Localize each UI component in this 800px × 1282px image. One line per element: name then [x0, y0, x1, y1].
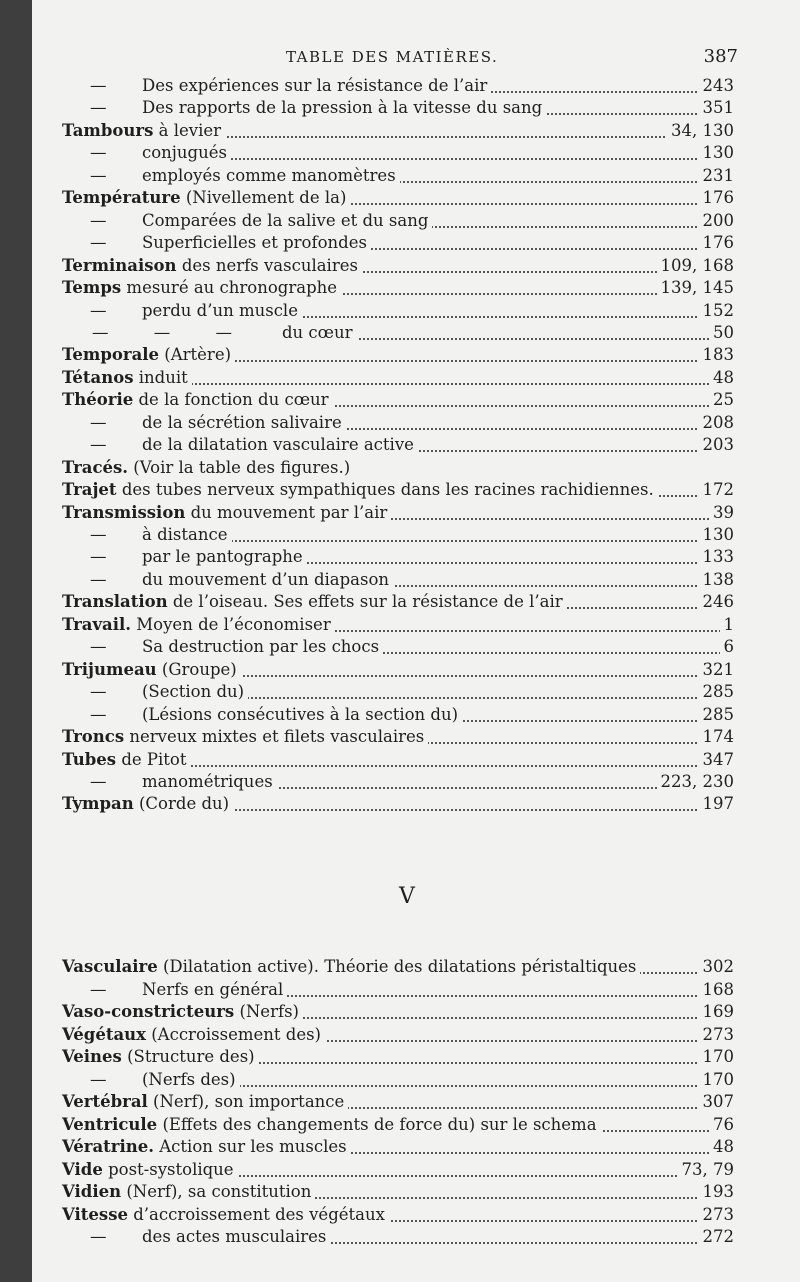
entry-description: (Voir la table des figures.)	[133, 457, 351, 477]
page-reference: 6	[720, 636, 735, 658]
page-reference: 169	[699, 1001, 735, 1023]
entry-description: de la fonction du cœur	[138, 390, 329, 410]
index-entry	[32, 97, 800, 121]
entry-text	[142, 75, 491, 97]
page-reference: 138	[699, 569, 735, 591]
entry-text	[62, 120, 225, 142]
index-entry	[32, 165, 800, 189]
entry-text	[62, 344, 235, 366]
entry-keyword: Translation	[62, 592, 168, 612]
page-reference: 176	[699, 187, 735, 209]
entry-description: par le pantographe	[142, 547, 303, 567]
index-entry	[32, 187, 800, 211]
entry-text	[142, 434, 418, 456]
index-entry	[32, 1001, 800, 1025]
index-entry	[32, 726, 800, 750]
page-reference: 109, 168	[657, 255, 734, 277]
entry-keyword: Température	[62, 188, 181, 208]
entry-description: du cœur	[282, 322, 353, 342]
index-entry	[32, 793, 800, 817]
ditto-dash: —	[90, 143, 107, 163]
entry-keyword: Temps	[62, 278, 122, 298]
entry-description: du mouvement d’un diapason	[142, 569, 390, 589]
page-reference: 76	[709, 1114, 734, 1136]
entry-description: (Lésions consécutives à la section du)	[142, 704, 459, 724]
ditto-dash: —	[90, 704, 107, 724]
index-entry	[32, 1181, 800, 1205]
leader-dots	[152, 524, 728, 542]
entry-description: (Dilatation active). Théorie des dilatations péristaltiques	[162, 957, 637, 976]
index-entry	[32, 704, 800, 728]
entry-description: Comparées de la salive et du sang	[142, 210, 429, 230]
page-reference: 168	[699, 979, 735, 1001]
entry-description: de la dilatation vasculaire active	[142, 435, 414, 455]
section-letter-v: V	[399, 884, 415, 909]
entry-keyword: Troncs	[62, 727, 125, 747]
ditto-dash: —	[90, 682, 107, 702]
entry-description: Nerfs en général	[142, 979, 284, 999]
entry-text	[62, 389, 333, 411]
entry-description: (Nerfs)	[239, 1002, 299, 1021]
page-reference: 273	[699, 1204, 735, 1226]
entry-text	[62, 277, 341, 299]
ditto-dash: —	[90, 637, 107, 657]
entry-keyword: Vaso-constricteurs	[62, 1002, 235, 1021]
entry-text	[62, 659, 241, 681]
page-reference: 243	[699, 75, 735, 97]
entry-description: Action sur les muscles	[159, 1137, 347, 1156]
entry-text	[62, 1204, 389, 1226]
entry-text	[62, 749, 191, 771]
entry-description: perdu d’un muscle	[142, 300, 298, 320]
page-reference: 272	[699, 1226, 735, 1248]
entry-text	[62, 479, 658, 501]
index-entry	[32, 636, 800, 660]
page-reference: 347	[699, 749, 735, 771]
entry-description: (Artère)	[164, 345, 232, 365]
page-reference: 170	[699, 1069, 735, 1091]
page-reference: 193	[699, 1181, 735, 1203]
index-entry	[32, 1204, 800, 1228]
index-entry	[32, 771, 800, 795]
entry-text	[142, 979, 287, 1001]
entry-keyword: Terminaison	[62, 255, 177, 275]
page-reference: 246	[699, 591, 735, 613]
page-reference: 152	[699, 300, 735, 322]
entry-text	[62, 187, 350, 209]
entry-text	[62, 956, 640, 978]
ditto-dash: —	[90, 233, 107, 253]
entry-text	[62, 1181, 315, 1203]
index-entry	[32, 120, 800, 144]
page-reference: 34, 130	[667, 120, 734, 142]
page-reference: 50	[709, 322, 734, 344]
index-entry	[32, 434, 800, 458]
index-entry	[32, 255, 800, 279]
ditto-dash: — — —	[92, 322, 232, 342]
entry-text	[62, 1159, 238, 1181]
page-reference: 176	[699, 232, 735, 254]
entry-keyword: Végétaux	[62, 1024, 146, 1044]
index-entry	[32, 142, 800, 166]
entry-description: (Corde du)	[139, 794, 230, 814]
ditto-dash: —	[90, 98, 107, 118]
ditto-dash: —	[90, 1069, 107, 1089]
page-reference: 273	[699, 1024, 735, 1046]
page-reference: 1	[720, 614, 735, 636]
entry-text	[62, 591, 567, 613]
index-entry	[32, 956, 800, 980]
page-reference: 130	[699, 524, 735, 546]
entry-text	[142, 412, 346, 434]
index-entry	[32, 75, 800, 99]
entry-description: employés comme manomètres	[142, 165, 396, 185]
entry-description: Des expériences sur la résistance de l’air	[142, 76, 488, 95]
ditto-dash: —	[90, 569, 107, 589]
entry-keyword: Tétanos	[62, 367, 134, 387]
entry-text	[282, 322, 357, 344]
page-reference: 285	[699, 704, 735, 726]
ditto-dash: —	[90, 771, 107, 791]
page-reference: 285	[699, 681, 735, 703]
entry-keyword: Vitesse	[62, 1204, 128, 1224]
entry-text	[142, 142, 231, 164]
index-entry	[32, 681, 800, 705]
leader-dots	[152, 142, 728, 160]
index-entry	[32, 546, 800, 570]
ditto-dash: —	[90, 165, 107, 185]
entry-description: Sa destruction par les chocs	[142, 637, 380, 657]
entry-description: induit	[138, 367, 188, 387]
index-entry	[32, 1046, 800, 1070]
entry-keyword: Ventricule	[62, 1114, 158, 1134]
entry-keyword: Trajet	[62, 480, 117, 500]
index-entry	[32, 1159, 800, 1183]
index-entry	[32, 1091, 800, 1115]
entry-keyword: Travail.	[62, 614, 132, 634]
entry-description: (Accroissement des)	[151, 1024, 321, 1044]
entry-keyword: Vide	[62, 1159, 103, 1179]
index-entry	[32, 232, 800, 256]
entry-text	[62, 614, 335, 636]
index-entry	[32, 300, 800, 324]
entry-description: de la sécrétion salivaire	[142, 412, 342, 432]
entry-text	[62, 502, 391, 524]
entry-description: conjugués	[142, 143, 227, 163]
entry-text	[142, 165, 400, 187]
entry-text	[62, 457, 354, 479]
page-reference: 170	[699, 1046, 735, 1068]
page-reference: 48	[709, 367, 734, 389]
index-entry	[32, 322, 800, 346]
entry-keyword: Vidien	[62, 1182, 122, 1201]
entry-description: (Groupe)	[161, 659, 237, 679]
entry-text	[62, 1091, 348, 1113]
index-entry	[32, 457, 800, 481]
index-entry	[32, 1024, 800, 1048]
entry-keyword: Transmission	[62, 502, 186, 522]
entry-description: nerveux mixtes et filets vasculaires	[129, 727, 425, 747]
entry-description: à levier	[158, 120, 221, 140]
ditto-dash: —	[90, 300, 107, 320]
entry-text	[62, 1136, 351, 1158]
page-reference: 73, 79	[678, 1159, 734, 1181]
entry-text	[62, 726, 428, 748]
entry-description: à distance	[142, 525, 228, 544]
entry-text	[142, 636, 383, 658]
entry-text	[142, 771, 277, 793]
entry-text	[142, 704, 462, 726]
ditto-dash: —	[90, 412, 107, 432]
entry-description: des tubes nerveux sympathiques dans les racines rachidiennes.	[121, 480, 654, 500]
entry-text	[142, 232, 371, 254]
page-reference: 203	[699, 434, 735, 456]
entry-text	[62, 255, 362, 277]
page-reference: 321	[699, 659, 735, 681]
entry-keyword: Trijumeau	[62, 659, 157, 679]
entry-text	[142, 524, 232, 546]
index-entry	[32, 659, 800, 683]
index-entry	[32, 1069, 800, 1093]
index-entry	[32, 1226, 800, 1250]
ditto-dash: —	[90, 979, 107, 999]
leader-dots	[292, 322, 728, 340]
entry-keyword: Vératrine.	[62, 1137, 154, 1156]
entry-keyword: Tympan	[62, 794, 134, 814]
page-reference: 172	[699, 479, 735, 501]
index-entry	[32, 614, 800, 638]
entry-description: manométriques	[142, 771, 273, 791]
page-reference: 130	[699, 142, 735, 164]
index-entry	[32, 1114, 800, 1138]
index-entry	[32, 344, 800, 368]
entry-description: (Nerf), sa constitution	[126, 1182, 312, 1201]
ditto-dash: —	[90, 76, 107, 95]
entry-text	[142, 1069, 240, 1091]
entry-description: Superficielles et profondes	[142, 233, 367, 253]
entry-keyword: Théorie	[62, 390, 134, 410]
page-reference: 133	[699, 546, 735, 568]
entry-description: de Pitot	[121, 749, 187, 769]
ditto-dash: —	[90, 547, 107, 567]
entry-keyword: Temporale	[62, 345, 160, 365]
entry-text	[142, 1226, 330, 1248]
page-reference: 231	[699, 165, 735, 187]
entry-text	[142, 300, 302, 322]
page-reference: 302	[699, 956, 735, 978]
entry-text	[142, 681, 248, 703]
page-reference: 351	[699, 97, 735, 119]
entry-text	[62, 1024, 325, 1046]
entry-text	[142, 210, 432, 232]
entry-keyword: Veines	[62, 1047, 122, 1066]
entry-keyword: Vertébral	[62, 1092, 148, 1111]
entry-description: Moyen de l’économiser	[136, 614, 331, 634]
ditto-dash: —	[90, 210, 107, 230]
index-entry	[32, 749, 800, 773]
entry-text	[62, 793, 233, 815]
page-reference: 307	[699, 1091, 735, 1113]
entry-description: (Section du)	[142, 682, 245, 702]
ditto-dash: —	[90, 525, 107, 544]
entry-text	[142, 569, 393, 591]
index-entry	[32, 389, 800, 413]
index-entry	[32, 210, 800, 234]
entry-text	[142, 546, 307, 568]
page-reference: 48	[709, 1136, 734, 1158]
entry-text	[62, 367, 192, 389]
book-page	[32, 0, 800, 1282]
entry-description: (Structure des)	[127, 1047, 255, 1066]
entry-keyword: Tracés.	[62, 457, 129, 477]
index-entry	[32, 569, 800, 593]
page-reference: 223, 230	[657, 771, 734, 793]
entry-text	[62, 1046, 259, 1068]
page-reference: 183	[699, 344, 735, 366]
entry-description: (Nivellement de la)	[185, 188, 347, 208]
index-entry	[32, 479, 800, 503]
entry-keyword: Tambours	[62, 120, 154, 140]
page-reference: 197	[699, 793, 735, 815]
entry-description: de l’oiseau. Ses effets sur la résistance de l’air	[172, 592, 563, 612]
ditto-dash: —	[90, 435, 107, 455]
entry-description: post-systolique	[108, 1159, 234, 1179]
index-entries	[32, 0, 800, 1282]
index-entry	[32, 502, 800, 526]
entry-text	[62, 1114, 601, 1136]
page-number: 387	[703, 46, 738, 67]
running-title: TABLE DES MATIÈRES.	[286, 48, 499, 66]
entry-description: (Nerfs des)	[142, 1069, 236, 1089]
entry-description: du mouvement par l’air	[190, 502, 388, 522]
index-entry	[32, 979, 800, 1003]
entry-description: (Nerf), son importance	[153, 1092, 345, 1111]
index-entry	[32, 524, 800, 548]
page-reference: 139, 145	[657, 277, 734, 299]
index-entry	[32, 277, 800, 301]
index-entry	[32, 367, 800, 391]
entry-keyword: Tubes	[62, 749, 117, 769]
page-reference: 39	[709, 502, 734, 524]
entry-description: d’accroissement des végétaux	[133, 1204, 385, 1224]
entry-text	[142, 97, 546, 119]
index-entry	[32, 412, 800, 436]
page-reference: 200	[699, 210, 735, 232]
entry-description: (Effets des changements de force du) sur le schema	[162, 1114, 597, 1134]
entry-description: Des rapports de la pression à la vitesse du sang	[142, 98, 543, 118]
index-entry	[32, 1136, 800, 1160]
page-reference: 208	[699, 412, 735, 434]
entry-description: des actes musculaires	[142, 1227, 327, 1246]
page-reference: 25	[709, 389, 734, 411]
entry-text	[62, 1001, 303, 1023]
page-reference: 174	[699, 726, 735, 748]
entry-description: mesuré au chronographe	[126, 278, 338, 298]
entry-keyword: Vasculaire	[62, 957, 158, 976]
index-entry	[32, 591, 800, 615]
ditto-dash: —	[90, 1227, 107, 1246]
entry-description: des nerfs vasculaires	[181, 255, 358, 275]
